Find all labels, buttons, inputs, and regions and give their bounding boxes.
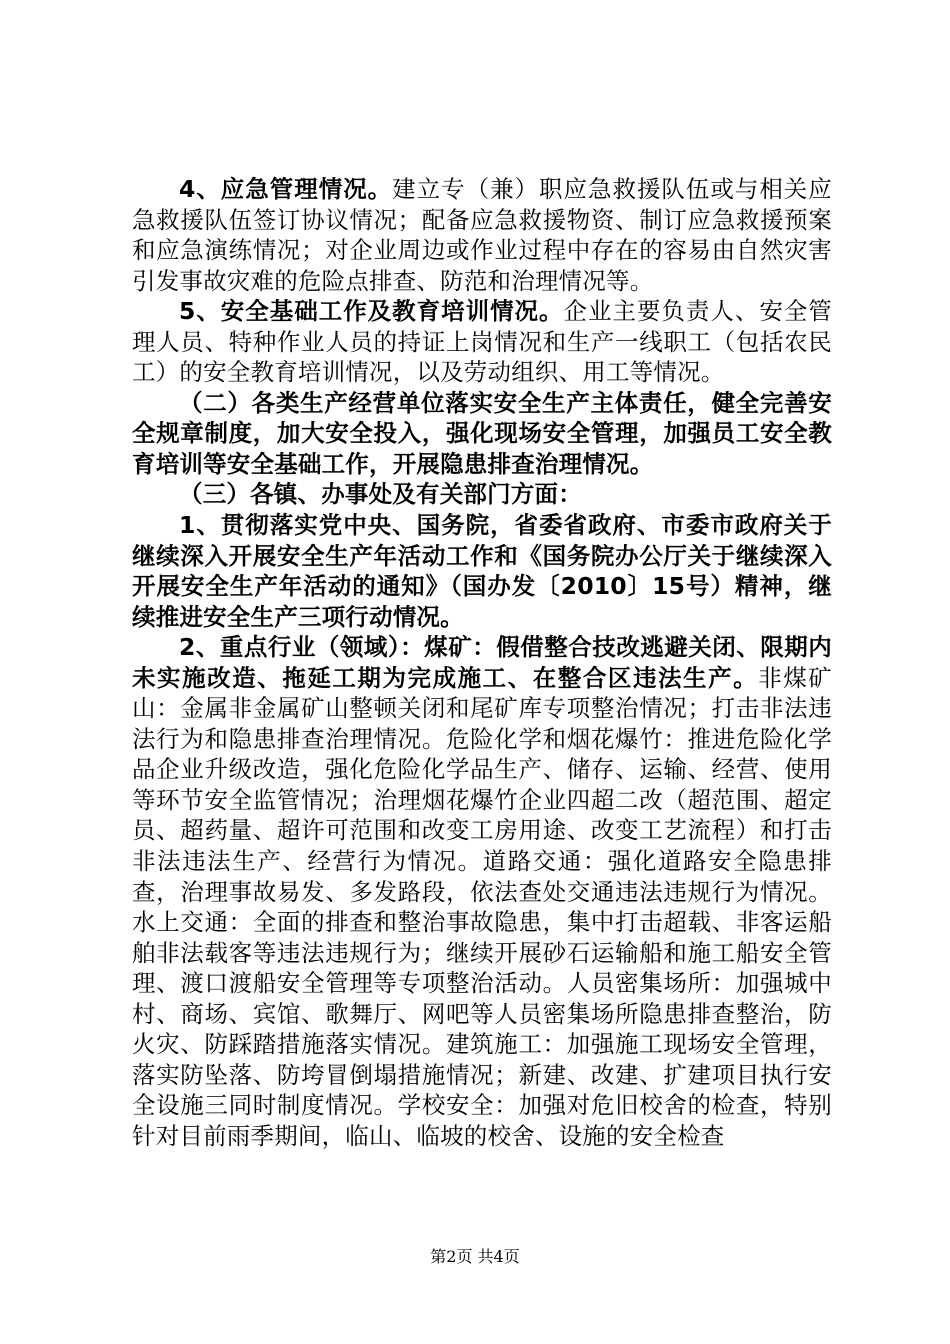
page-footer: 第2页 共4页 [430,1247,520,1266]
paragraph-text: 建立专（兼）职应急救援队伍或与相关应急救援队伍签订协议情况；配备应急救援物资、制订应急救援预案和应急演练情况；对企业周边或作业过程中存在的容易由自然灾害引发事故灾难的危险点排查、防范和治理情况等。 [132,175,832,295]
paragraph-key-industries [132,632,832,1151]
paragraph-heading: 4、应急管理情况。 [179,175,393,203]
paragraph-section-two [132,388,832,480]
paragraph-safety-foundation [132,296,832,388]
paragraph-heading: 5、安全基础工作及教育培训情况。 [179,297,564,326]
paragraph-emergency-management [132,174,832,296]
paragraph-section-three-heading [132,479,832,510]
document-body [132,174,832,1152]
paragraph-implementation [132,510,832,632]
paragraph-text: （三）各镇、办事处及有关部门方面： [179,480,582,509]
paragraph-text: （二）各类生产经营单位落实安全生产主体责任，健全完善安全规章制度，加大安全投入，强化现场安全管理，加强员工安全教育培训等安全基础工作，开展隐患排查治理情况。 [132,388,832,478]
paragraph-text: 企业主要负责人、安全管理人员、特种作业人员的持证上岗情况和生产一线职工（包括农民工）的安全教育培训情况，以及劳动组织、用工等情况。 [132,297,832,387]
paragraph-text: 1、贯彻落实党中央、国务院，省委省政府、市委市政府关于继续深入开展安全生产年活动工作和《国务院办公厅关于继续深入开展安全生产年活动的通知》（国办发〔2010〕15号）精神，继续推进安全生产三项行动情况。 [132,511,832,631]
paragraph-heading: 2、重点行业（领域）：煤矿：假借整合技改逃避关闭、限期内未实施改造、拖延工期为完成施工、在整合区违法生产。 [132,633,832,692]
paragraph-text: 非煤矿山：金属非金属矿山整顿关闭和尾矿库专项整治情况；打击非法违法行为和隐患排查治理情况。危险化学和烟花爆竹：推进危险化学品企业升级改造，强化危险化学品生产、储存、运输、经营、使用等环节安全监管情况；治理烟花爆竹企业四超二改（超范围、超定员、超药量、超许可范围和改变工房用途、改变工艺流程）和打击非法违法生产、经营行为情况。道路交通：强化道路安全隐患排查，治理事故易发、多发路段，依法查处交通违法违规行为情况。水上交通：全面的排查和整治事故隐患，集中打击超载、非客运船舶非法载客等违法违规行为；继续开展砂石运输船和施工船安全管理、渡口渡船安全管理等专项整治活动。人员密集场所：加强城中村、商场、宾馆、歌舞厅、网吧等人员密集场所隐患排查整治，防火灾、防踩踏措施落实情况。建筑施工：加强施工现场安全管理，落实防坠落、防垮冒倒塌措施情况；新建、改建、扩建项目执行安全设施三同时制度情况。学校安全：加强对危旧校舍的检查，特别针对目前雨季期间，临山、临坡的校舍、设施的安全检查 [132,663,832,1150]
